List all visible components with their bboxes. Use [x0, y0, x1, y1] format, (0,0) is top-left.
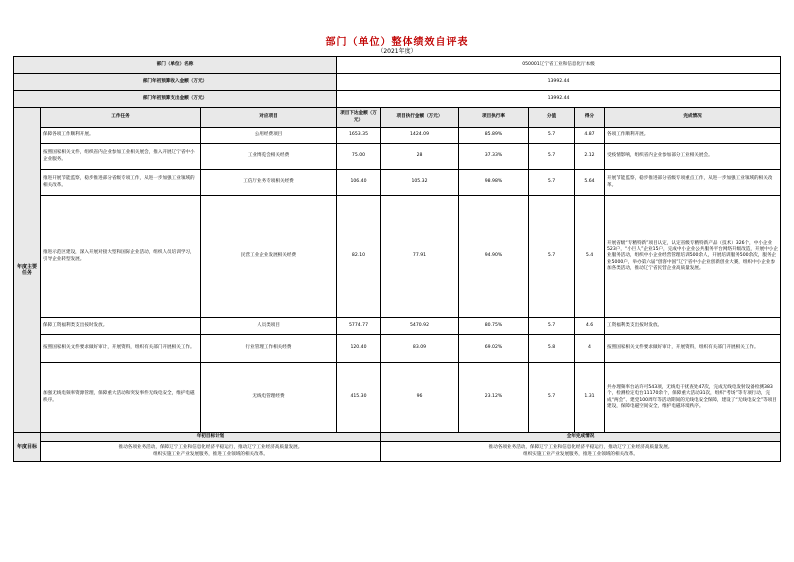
table-row	[14, 128, 781, 144]
exec-cell: 28	[381, 144, 459, 170]
document-title: 部门（单位）整体绩效自评表	[325, 37, 469, 48]
rate-cell: 85.89%	[459, 128, 529, 144]
status-cell: 开展省级“专精特新”项目认定，认定省级专精特新产品（技术）326个，中小企业523户，“小巨人”企业15户，完成中小企业公共服务平台网络升级改造，开展中小企业服务活动，组织中小企业经营管理培训500余人，开展培训服务500余次，服务企业5000户，举办第六届“创客中国”辽宁省中小企业创新创业大赛，组织中小企业参加各类活动，推动辽宁省民营企业高质量发展。	[605, 196, 781, 318]
goals-section-label: 年度目标	[14, 433, 41, 462]
status-cell: 工资福利类支出按时发放。	[605, 318, 781, 335]
goals-target-text	[41, 442, 381, 462]
goals-target-line: 组织实施工业产业发展服务，推进工业领域的相关改革。	[153, 451, 268, 457]
project-cell: 工业博览会相关经费	[201, 144, 337, 170]
score-cell: 5.7	[529, 363, 575, 433]
header-exec: 项目执行金额（万元）	[381, 108, 459, 128]
budget-cell: 415.30	[337, 363, 381, 433]
goals-done-text	[381, 442, 781, 462]
expense-row	[14, 91, 781, 108]
rate-cell: 69.02%	[459, 335, 529, 363]
task-cell: 推进示范区建设，深入开展对接大型和国际企业活动，组织人员培训学习，引导企业转型发展。	[41, 196, 201, 318]
exec-cell: 77.91	[381, 196, 459, 318]
evaluation-table	[13, 56, 781, 462]
rate-cell: 23.12%	[459, 363, 529, 433]
budget-cell: 82.10	[337, 196, 381, 318]
table-row	[14, 318, 781, 335]
header-got: 得分	[575, 108, 605, 128]
expense-label: 部门年初预算支出金额（万元）	[14, 91, 337, 108]
exec-cell: 96	[381, 363, 459, 433]
goals-header-row	[14, 433, 781, 442]
project-cell: 人员类项目	[201, 318, 337, 335]
status-cell: 共办理频率台站许可543项，无线电干扰查处47次，完成无线电发射设备检测383个，检测检定电台11170余个，保障重大活动31次，组织“考场”等专项行动，完成“两会”、建党100周年等活动期间的无线电安全保障，建设了“无线电安全”等项目建设，保障电磁空间安全，维护电磁环境秩序。	[605, 363, 781, 433]
unit-name-row	[14, 57, 781, 74]
document-year: （2021年度）	[377, 48, 417, 55]
task-header-row	[14, 108, 781, 128]
score-cell: 5.7	[529, 128, 575, 144]
header-project: 对应项目	[201, 108, 337, 128]
tasks-section-label: 年度主要任务	[14, 108, 41, 433]
header-score: 分值	[529, 108, 575, 128]
score-cell: 5.7	[529, 144, 575, 170]
task-cell: 保障工资福利类支出按时发放。	[41, 318, 201, 335]
score-cell: 5.8	[529, 335, 575, 363]
project-cell: 工信厅业务专项相关经费	[201, 170, 337, 196]
goals-done-header: 全年完成情况	[381, 433, 781, 442]
header-status: 完成情况	[605, 108, 781, 128]
exec-cell: 1424.09	[381, 128, 459, 144]
table-row	[14, 363, 781, 433]
income-value: 13992.44	[337, 74, 781, 91]
got-cell: 5.64	[575, 170, 605, 196]
table-row	[14, 196, 781, 318]
rate-cell: 94.90%	[459, 196, 529, 318]
score-cell: 5.7	[529, 170, 575, 196]
budget-cell: 120.40	[337, 335, 381, 363]
table-row	[14, 170, 781, 196]
header-budget: 项目下达金额（万元）	[337, 108, 381, 128]
score-cell: 5.7	[529, 196, 575, 318]
status-cell: 按照国家相关文件要求做好审计，开展资料，组织有关部门开展相关工作。	[605, 335, 781, 363]
got-cell: 1.31	[575, 363, 605, 433]
header-task: 工作任务	[41, 108, 201, 128]
table-row	[14, 335, 781, 363]
goals-target-line: 推动各项业务活动，保障辽宁工业和信息化经济平稳运行，推动辽宁工业经济高质量发展。	[118, 445, 303, 451]
project-cell: 民营工业企业发展相关经费	[201, 196, 337, 318]
status-cell: 各项工作顺利开展。	[605, 128, 781, 144]
expense-value: 13992.44	[337, 91, 781, 108]
project-cell: 无线电管理经费	[201, 363, 337, 433]
budget-cell: 5774.77	[337, 318, 381, 335]
goals-done-line: 推动各项业务活动，保障辽宁工业和信息化经济平稳运行，推动辽宁工业经济高质量发展。	[488, 445, 673, 451]
task-cell: 加强无线电频率资源管理，保障重大活动和突发事件无线电安全，维护电磁秩序。	[41, 363, 201, 433]
goals-done-line: 组织实施工业产业发展服务，推进工业领域的相关改革。	[523, 451, 638, 457]
got-cell: 5.4	[575, 196, 605, 318]
goals-content-row	[14, 442, 781, 462]
task-cell: 按照国家相关文件要求做好审计，开展资料，组织有关部门开展相关工作。	[41, 335, 201, 363]
unit-name-value: 050001辽宁省工业和信息化厅本级	[337, 57, 781, 74]
table-row	[14, 144, 781, 170]
task-cell: 推进开展节能监察，稳步推进部分省级专项工作，从进一步加强工业领域的相关改革。	[41, 170, 201, 196]
task-cell: 保障各项工作顺利开展。	[41, 128, 201, 144]
got-cell: 4.6	[575, 318, 605, 335]
status-cell: 受疫情影响，组织省内企业参加部分工业相关展会。	[605, 144, 781, 170]
goals-target-header: 年初目标计划	[41, 433, 381, 442]
budget-cell: 75.00	[337, 144, 381, 170]
budget-cell: 1653.35	[337, 128, 381, 144]
status-cell: 开展节能监察，稳步推进部分省级专项重点工作，从进一步加强工业领域的相关改革。	[605, 170, 781, 196]
rate-cell: 37.33%	[459, 144, 529, 170]
exec-cell: 5470.92	[381, 318, 459, 335]
project-cell: 行业管理工作相关经费	[201, 335, 337, 363]
rate-cell: 98.98%	[459, 170, 529, 196]
income-label: 部门年初预算收入金额（万元）	[14, 74, 337, 91]
task-cell: 按照国家相关文件，组织省内企业参加工业相关展会，推入开展辽宁省中小企业服务。	[41, 144, 201, 170]
got-cell: 4	[575, 335, 605, 363]
score-cell: 5.7	[529, 318, 575, 335]
exec-cell: 83.09	[381, 335, 459, 363]
project-cell: 公用经费项目	[201, 128, 337, 144]
got-cell: 4.87	[575, 128, 605, 144]
rate-cell: 80.75%	[459, 318, 529, 335]
header-rate: 项目执行率	[459, 108, 529, 128]
income-row	[14, 74, 781, 91]
got-cell: 2.12	[575, 144, 605, 170]
exec-cell: 105.32	[381, 170, 459, 196]
unit-name-label: 部门（单位）名称	[14, 57, 337, 74]
budget-cell: 106.40	[337, 170, 381, 196]
